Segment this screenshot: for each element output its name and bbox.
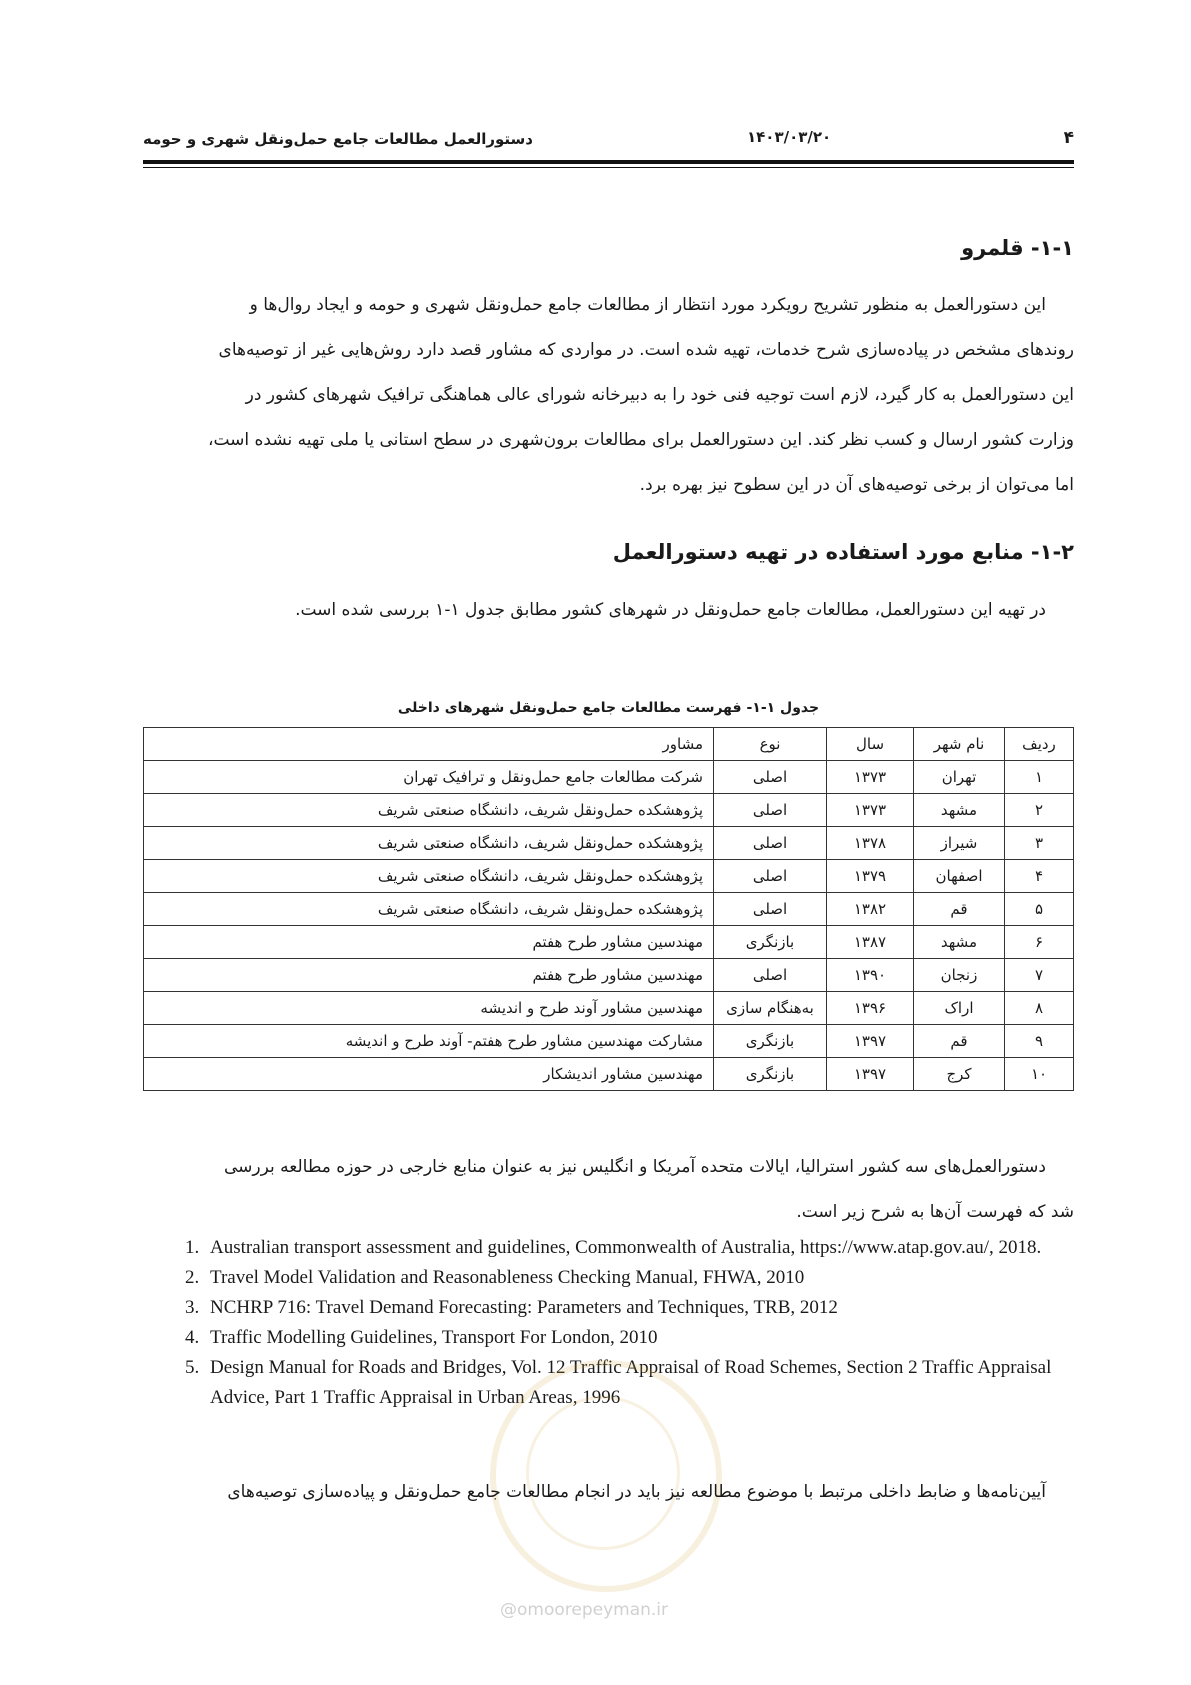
cell-row: ۳: [1005, 827, 1074, 860]
sources-intro: [143, 588, 1074, 633]
table-row: [144, 1025, 1074, 1058]
table-row: [144, 926, 1074, 959]
table-row: [144, 794, 1074, 827]
cell-row: ۷: [1005, 959, 1074, 992]
cell-year: ۱۳۹۷: [827, 1025, 914, 1058]
header-rule-thin: [143, 167, 1074, 168]
table-row: [144, 761, 1074, 794]
cell-type: بازنگری: [714, 926, 827, 959]
cell-row: ۵: [1005, 893, 1074, 926]
table-row: [144, 1058, 1074, 1091]
table-row: [144, 893, 1074, 926]
paragraph-line: دستورالعمل‌های سه کشور استرالیا، ایالات متحده آمریکا و انگلیس نیز به عنوان منابع خارجی در حوزه مطالعه بررسی: [224, 1157, 1046, 1177]
reference-item: 1. Australian transport assessment and guidelines, Commonwealth of Australia, https://www.atap.gov.au/, 2018.: [204, 1233, 1104, 1263]
cell-type: اصلی: [714, 860, 827, 893]
cell-advisor: شرکت مطالعات جامع حمل‌ونقل و ترافیک تهران: [144, 761, 714, 794]
table-row: [144, 860, 1074, 893]
reference-item: 2. Travel Model Validation and Reasonableness Checking Manual, FHWA, 2010: [204, 1263, 1104, 1293]
paragraph-line: روندهای مشخص در پیاده‌سازی شرح خدمات، تهیه شده است. در مواردی که مشاور قصد دارد روش‌هایی غیر از توصیه‌های: [218, 340, 1074, 360]
cell-city: قم: [914, 893, 1005, 926]
cell-row: ۸: [1005, 992, 1074, 1025]
reference-item: 5. Design Manual for Roads and Bridges, Vol. 12 Traffic Appraisal of Road Schemes, Section 2 Traffic Appraisal Advice, Part 1 Traffic Appraisal in Urban Areas, 1996: [204, 1353, 1104, 1413]
cell-year: ۱۳۹۶: [827, 992, 914, 1025]
cell-advisor: پژوهشکده حمل‌ونقل شریف، دانشگاه صنعتی شریف: [144, 827, 714, 860]
cell-city: زنجان: [914, 959, 1005, 992]
paragraph-line: شد که فهرست آن‌ها به شرح زیر است.: [796, 1202, 1074, 1222]
section-heading-sources: ۱-۲- منابع مورد استفاده در تهیه دستورالعمل: [612, 540, 1074, 564]
cell-city: قم: [914, 1025, 1005, 1058]
cell-advisor: پژوهشکده حمل‌ونقل شریف، دانشگاه صنعتی شریف: [144, 860, 714, 893]
closing-paragraph: [143, 1470, 1074, 1515]
cell-row: ۶: [1005, 926, 1074, 959]
cell-advisor: مشارکت مهندسین مشاور طرح هفتم- آوند طرح و اندیشه: [144, 1025, 714, 1058]
paragraph-line: وزارت کشور ارسال و کسب نظر کند. این دستورالعمل برای مطالعات برون‌شهری در سطح استانی یا ملی تهیه نشده است،: [207, 430, 1074, 450]
table-row: [144, 959, 1074, 992]
cell-city: اراک: [914, 992, 1005, 1025]
cell-year: ۱۳۷۳: [827, 794, 914, 827]
col-header-type: نوع: [714, 728, 827, 761]
cell-city: مشهد: [914, 794, 1005, 827]
cell-city: تهران: [914, 761, 1005, 794]
watermark-text: @omoorepeyman.ir: [500, 1600, 669, 1620]
cell-type: به‌هنگام سازی: [714, 992, 827, 1025]
cell-year: ۱۳۷۸: [827, 827, 914, 860]
cell-city: کرج: [914, 1058, 1005, 1091]
cell-year: ۱۳۸۷: [827, 926, 914, 959]
cell-advisor: پژوهشکده حمل‌ونقل شریف، دانشگاه صنعتی شریف: [144, 794, 714, 827]
paragraph-line: این دستورالعمل به کار گیرد، لازم است توجیه فنی خود را به دبیرخانه شورای عالی هماهنگی ترافیک شهرهای کشور در: [245, 385, 1074, 405]
col-header-city: نام شهر: [914, 728, 1005, 761]
header-date: ۱۴۰۳/۰۳/۲۰: [747, 128, 832, 146]
table-row: [144, 992, 1074, 1025]
cell-city: مشهد: [914, 926, 1005, 959]
cell-type: بازنگری: [714, 1058, 827, 1091]
header-rule-thick: [143, 160, 1074, 164]
cell-row: ۴: [1005, 860, 1074, 893]
cell-row: ۹: [1005, 1025, 1074, 1058]
cell-city: شیراز: [914, 827, 1005, 860]
paragraph-line: اما می‌توان از برخی توصیه‌های آن در این سطوح نیز بهره برد.: [639, 475, 1074, 495]
running-header: [143, 122, 1074, 154]
col-header-year: سال: [827, 728, 914, 761]
scope-paragraph: [143, 283, 1074, 508]
cell-year: ۱۳۸۲: [827, 893, 914, 926]
table-row: [144, 827, 1074, 860]
cell-advisor: مهندسین مشاور اندیشکار: [144, 1058, 714, 1091]
cell-type: اصلی: [714, 959, 827, 992]
section-heading-scope: ۱-۱- قلمرو: [961, 236, 1074, 260]
cell-city: اصفهان: [914, 860, 1005, 893]
reference-item: 3. NCHRP 716: Travel Demand Forecasting: Parameters and Techniques, TRB, 2012: [204, 1293, 1104, 1323]
page-number: ۴: [1063, 128, 1074, 148]
cell-year: ۱۳۷۳: [827, 761, 914, 794]
header-title: دستورالعمل مطالعات جامع حمل‌ونقل شهری و حومه: [143, 130, 533, 148]
cell-row: ۱۰: [1005, 1058, 1074, 1091]
cell-year: ۱۳۹۰: [827, 959, 914, 992]
cell-row: ۲: [1005, 794, 1074, 827]
table-caption: جدول ۱-۱- فهرست مطالعات جامع حمل‌ونقل شهرهای داخلی: [397, 700, 820, 716]
col-header-row: ردیف: [1005, 728, 1074, 761]
cell-year: ۱۳۹۷: [827, 1058, 914, 1091]
cell-advisor: مهندسین مشاور آوند طرح و اندیشه: [144, 992, 714, 1025]
cell-advisor: پژوهشکده حمل‌ونقل شریف، دانشگاه صنعتی شریف: [144, 893, 714, 926]
foreign-sources-paragraph: [143, 1145, 1074, 1235]
cell-advisor: مهندسین مشاور طرح هفتم: [144, 926, 714, 959]
cell-advisor: مهندسین مشاور طرح هفتم: [144, 959, 714, 992]
reference-item: 4. Traffic Modelling Guidelines, Transport For London, 2010: [204, 1323, 1104, 1353]
paragraph-line: این دستورالعمل به منظور تشریح رویکرد مورد انتظار از مطالعات جامع حمل‌ونقل شهری و حومه و ایجاد روال‌ها و: [249, 295, 1046, 315]
cell-type: اصلی: [714, 827, 827, 860]
cell-type: بازنگری: [714, 1025, 827, 1058]
paragraph-line: در تهیه این دستورالعمل، مطالعات جامع حمل‌ونقل در شهرهای کشور مطابق جدول ۱-۱ بررسی شده است.: [295, 600, 1046, 620]
cell-type: اصلی: [714, 893, 827, 926]
cell-type: اصلی: [714, 794, 827, 827]
domestic-studies-table: [143, 727, 1074, 1091]
paragraph-line: آیین‌نامه‌ها و ضابط داخلی مرتبط با موضوع مطالعه نیز باید در انجام مطالعات جامع حمل‌ونقل و پیاده‌سازی توصیه‌های: [227, 1482, 1046, 1502]
col-header-advisor: مشاور: [144, 728, 714, 761]
cell-type: اصلی: [714, 761, 827, 794]
cell-year: ۱۳۷۹: [827, 860, 914, 893]
cell-row: ۱: [1005, 761, 1074, 794]
table-header-row: [144, 728, 1074, 761]
